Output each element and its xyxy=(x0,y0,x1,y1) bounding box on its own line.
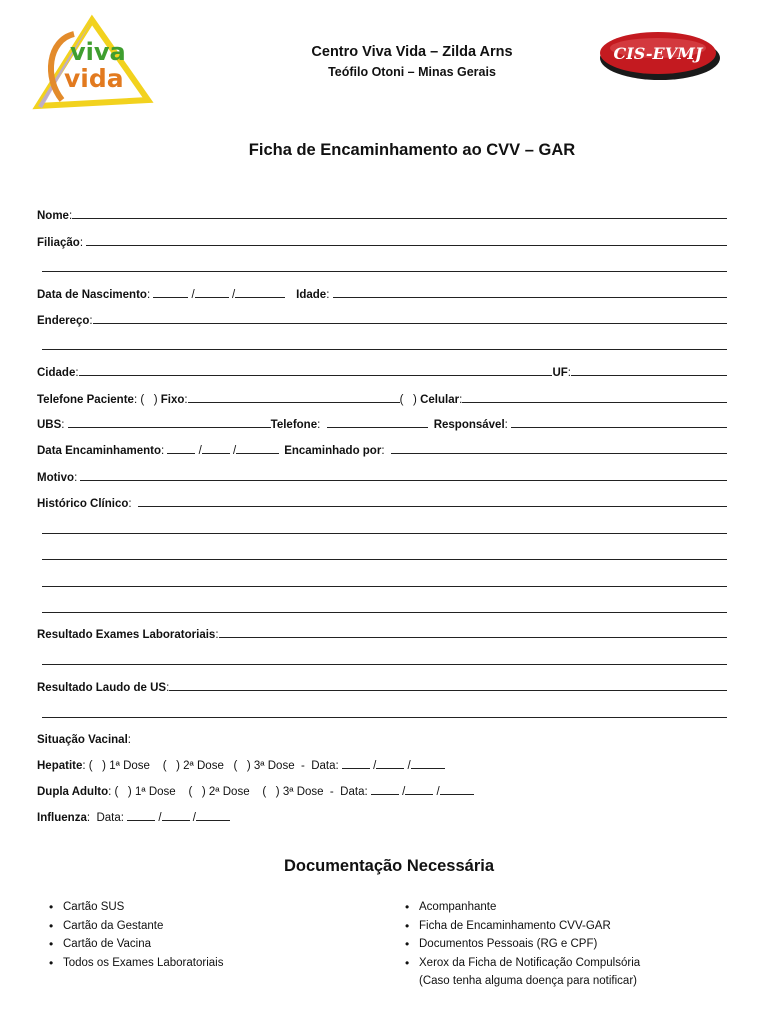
list-item: • Documentos Pessoais (RG e CPF) xyxy=(404,935,640,954)
field-nome[interactable]: Nome : xyxy=(37,204,727,222)
birth-month-line[interactable] xyxy=(195,297,229,298)
resultado-exames-line[interactable] xyxy=(219,637,727,638)
cis-evmj-logo xyxy=(596,24,722,84)
dupla-dose-1[interactable]: 1ª Dose xyxy=(134,786,176,798)
hepatite-dose-2[interactable]: 2ª Dose xyxy=(183,760,224,772)
label-fixo: Fixo xyxy=(160,394,185,406)
list-item: • Cartão de Vacina xyxy=(48,935,223,954)
label-dupla-adulto: Dupla Adulto xyxy=(37,786,109,798)
hepatite-dose-1[interactable]: 1ª Dose xyxy=(109,760,150,772)
hepatite-year-line[interactable] xyxy=(411,768,445,769)
endereco-continuation[interactable] xyxy=(42,335,727,353)
resultado-laudo-line-2[interactable] xyxy=(42,717,727,718)
resultado-exames-continuation[interactable] xyxy=(42,650,727,668)
idade-line[interactable] xyxy=(333,297,727,298)
filiacao-line[interactable] xyxy=(86,245,727,246)
field-cidade[interactable]: Cidade : UF : xyxy=(37,361,727,379)
historico-continuation[interactable] xyxy=(42,572,727,590)
influenza-month-line[interactable] xyxy=(162,820,190,821)
viva-vida-logo xyxy=(32,14,154,110)
label-motivo: Motivo xyxy=(37,472,75,484)
dupla-dose-2[interactable]: 2ª Dose xyxy=(208,786,250,798)
historico-continuation[interactable] xyxy=(42,545,727,563)
field-data-encaminhamento[interactable]: Data Encaminhamento : / / Encaminhado por : xyxy=(37,439,727,457)
historico-line-3[interactable] xyxy=(42,559,727,560)
fixo-line[interactable] xyxy=(188,402,400,403)
endereco-line[interactable] xyxy=(93,323,727,324)
list-item-note: (Caso tenha alguma doença para notificar) xyxy=(419,975,637,987)
hepatite-data-label: Data xyxy=(311,760,336,772)
dupla-day-line[interactable] xyxy=(371,794,399,795)
nome-line[interactable] xyxy=(72,218,727,219)
influenza-day-line[interactable] xyxy=(127,820,155,821)
filiacao-continuation[interactable] xyxy=(42,257,727,275)
historico-line-4[interactable] xyxy=(42,586,727,587)
label-hepatite: Hepatite xyxy=(37,760,83,772)
label-situacao-vacinal: Situação Vacinal xyxy=(37,734,128,746)
endereco-line-2[interactable] xyxy=(42,349,727,350)
documentation-title: Documentação Necessária xyxy=(283,857,495,875)
label-idade: Idade xyxy=(296,289,327,301)
label-encaminhado-por: Encaminhado por xyxy=(284,445,382,457)
label-nome: Nome xyxy=(37,210,69,222)
list-item: • Cartão SUS xyxy=(48,898,223,917)
list-item: • Todos os Exames Laboratoriais xyxy=(48,954,223,973)
telefone-ubs-line[interactable] xyxy=(327,427,428,428)
list-item xyxy=(404,954,640,991)
birth-year-line[interactable] xyxy=(235,297,285,298)
field-hepatite[interactable]: Hepatite : ( ) 1ª Dose ( ) 2ª Dose ( ) 3ª Dose - Data : / / xyxy=(37,754,727,772)
resultado-laudo-line[interactable] xyxy=(169,690,727,691)
historico-continuation[interactable] xyxy=(42,598,727,616)
dupla-dose-3[interactable]: 3ª Dose xyxy=(282,786,324,798)
referral-month-line[interactable] xyxy=(202,453,230,454)
dupla-month-line[interactable] xyxy=(405,794,433,795)
birth-day-line[interactable] xyxy=(153,297,188,298)
resultado-exames-line-2[interactable] xyxy=(42,664,727,665)
hepatite-dose-3[interactable]: 3ª Dose xyxy=(253,760,295,772)
referral-year-line[interactable] xyxy=(236,453,279,454)
dupla-year-line[interactable] xyxy=(440,794,474,795)
organization-location: Teófilo Otoni – Minas Gerais xyxy=(328,65,496,79)
svg-text:viva: viva xyxy=(70,38,126,66)
field-filiacao[interactable]: Filiação : xyxy=(37,231,727,249)
field-motivo[interactable]: Motivo : xyxy=(37,466,727,484)
label-data-encaminhamento: Data Encaminhamento xyxy=(37,445,161,457)
uf-line[interactable] xyxy=(571,375,727,376)
svg-text:vida: vida xyxy=(64,64,124,93)
list-item: • Ficha de Encaminhamento CVV-GAR xyxy=(404,917,640,936)
label-responsavel: Responsável xyxy=(433,419,505,431)
cidade-line[interactable] xyxy=(79,375,553,376)
historico-continuation[interactable] xyxy=(42,519,727,537)
field-data-nascimento[interactable]: Data de Nascimento : / / Idade : xyxy=(37,283,727,301)
field-endereco[interactable]: Endereço : xyxy=(37,309,727,327)
motivo-line[interactable] xyxy=(80,480,727,481)
label-ubs: UBS xyxy=(37,419,62,431)
influenza-year-line[interactable] xyxy=(196,820,230,821)
label-cidade: Cidade xyxy=(37,367,76,379)
hepatite-day-line[interactable] xyxy=(342,768,370,769)
label-uf: UF xyxy=(552,367,568,379)
historico-line-5[interactable] xyxy=(42,612,727,613)
hepatite-month-line[interactable] xyxy=(376,768,404,769)
referral-day-line[interactable] xyxy=(167,453,195,454)
label-telefone: Telefone xyxy=(270,419,318,431)
field-resultado-exames[interactable]: Resultado Exames Laboratoriais : xyxy=(37,623,727,641)
field-telefone-paciente[interactable]: Telefone Paciente : ( ) Fixo : ( ) Celular : xyxy=(37,388,727,406)
label-telefone-paciente: Telefone Paciente xyxy=(37,394,134,406)
historico-line[interactable] xyxy=(138,506,727,507)
label-celular: Celular xyxy=(420,394,460,406)
resultado-laudo-continuation[interactable] xyxy=(42,703,727,721)
celular-line[interactable] xyxy=(462,402,727,403)
field-situacao-vacinal: Situação Vacinal : xyxy=(37,734,131,746)
influenza-data-label: Data xyxy=(96,812,121,824)
label-resultado-exames: Resultado Exames Laboratoriais xyxy=(37,629,216,641)
field-ubs[interactable]: UBS : Telefone : Responsável : xyxy=(37,413,727,431)
label-influenza: Influenza xyxy=(37,812,87,824)
field-resultado-laudo[interactable]: Resultado Laudo de US : xyxy=(37,676,727,694)
ubs-line[interactable] xyxy=(68,427,271,428)
list-item-label: Xerox da Ficha de Notificação Compulsória xyxy=(419,956,641,969)
list-item: • Acompanhante xyxy=(404,898,640,917)
documentation-list-right xyxy=(404,898,640,991)
label-filiacao: Filiação xyxy=(37,237,80,249)
label-endereco: Endereço xyxy=(37,315,90,327)
label-historico-clinico: Histórico Clínico xyxy=(37,498,129,510)
label-data-nascimento: Data de Nascimento xyxy=(37,289,147,301)
field-influenza[interactable]: Influenza : Data : / / xyxy=(37,806,727,824)
form-title: Ficha de Encaminhamento ao CVV – GAR xyxy=(248,141,576,159)
label-resultado-laudo: Resultado Laudo de US xyxy=(37,682,167,694)
historico-line-2[interactable] xyxy=(42,533,727,534)
list-item: • Cartão da Gestante xyxy=(48,917,223,936)
responsavel-line[interactable] xyxy=(511,427,727,428)
encaminhado-por-line[interactable] xyxy=(391,453,727,454)
organization-name: Centro Viva Vida – Zilda Arns xyxy=(311,44,513,60)
field-dupla-adulto[interactable]: Dupla Adulto : ( ) 1ª Dose ( ) 2ª Dose ( ) 3ª Dose - Data : / / xyxy=(37,780,727,798)
field-historico-clinico[interactable]: Histórico Clínico : xyxy=(37,492,727,510)
documentation-list-left xyxy=(48,898,223,972)
dupla-data-label: Data xyxy=(340,786,365,798)
svg-text:CIS-EVMJ: CIS-EVMJ xyxy=(613,44,703,63)
filiacao-line-2[interactable] xyxy=(42,271,727,272)
